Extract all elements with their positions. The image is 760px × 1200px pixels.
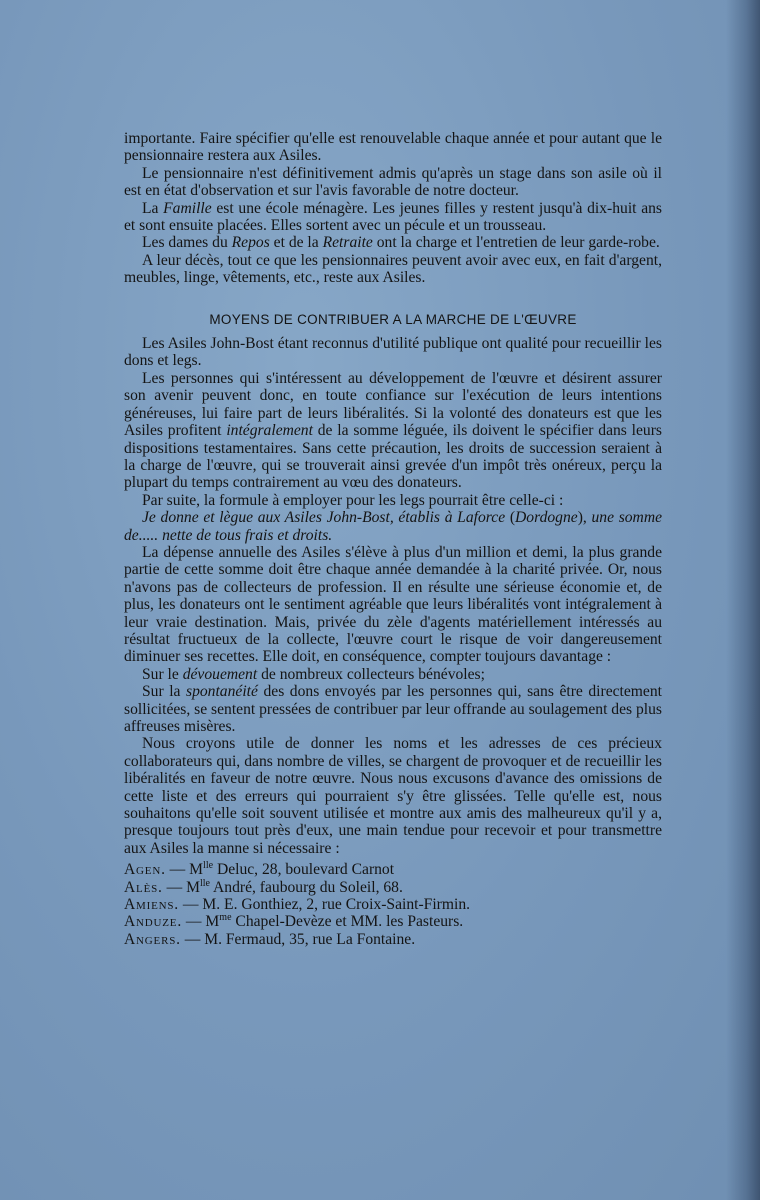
italic-text: Retraite — [322, 234, 373, 252]
text-run: Les Asiles John-Bost étant reconnus d'utilité publique ont qualité pour recueillir les dons et legs. — [124, 335, 662, 370]
collector-name: — M — [165, 861, 204, 879]
text-run: importante. Faire spécifier qu'elle est renouvelable chaque année et pour autant que le pensionnaire restera aux Asiles. — [124, 130, 662, 165]
title-abbreviation: me — [219, 912, 232, 924]
paragraph — [124, 234, 662, 251]
text-run: est une école ménagère. Les jeunes filles y restent jusqu'à dix-huit ans et sont ensuite placées. Elles sortent avec un pécule et un trousseau. — [124, 199, 662, 235]
text-run: de nombreux collecteurs bénévoles; — [257, 665, 485, 683]
text-run: Le pensionnaire n'est définitivement admis qu'après un stage dans son asile où il est en état d'observation et sur l'avis favorable de notre docteur. — [124, 164, 662, 200]
text-run: Par suite, la formule à employer pour les legs pourrait être celle-ci : — [142, 491, 564, 509]
paragraph — [124, 165, 662, 200]
text-run: La dépense annuelle des Asiles s'élève à plus d'un million et demi, la plus grande partie de cette somme doit être chaque année demandée à la charité privée. Or, nous n'avons pas de collecteurs de profession. Il en résulte une sérieuse économie et, de plus, les donateurs ont le sentiment agréable que leurs libéralités vont intégralement à leur vraie destination. Mais, privée du zèle d'agents matériellement intéressés au résultat fructueux de la collecte, l'œuvre court le risque de voir dangereusement diminuer ses recettes. Elle doit, en conséquence, compter toujours davantage : — [124, 543, 662, 666]
page-spine-shadow — [726, 0, 760, 1200]
text-run: La — [142, 199, 164, 217]
collector-entry — [124, 913, 662, 930]
paragraph — [124, 492, 662, 509]
collector-city: Agen. — [124, 861, 166, 879]
text-run: des dons envoyés par les personnes qui, sans être directement sollicitées, se sentent pressées de contribuer par leur offrande au soulagement des plus affreuses misères. — [124, 683, 662, 735]
section-heading: MOYENS DE CONTRIBUER A LA MARCHE DE L'ŒUVRE — [209, 311, 577, 327]
title-abbreviation: lle — [203, 860, 214, 872]
collector-entry — [124, 896, 662, 913]
collector-entry — [124, 879, 662, 896]
document-page — [124, 130, 662, 948]
text-run: ( — [505, 509, 516, 527]
text-run: Les dames du — [142, 234, 232, 252]
collector-city: Amiens. — [124, 896, 179, 914]
intro-paragraphs — [124, 130, 662, 287]
paragraph — [124, 509, 662, 544]
collector-city: Anduze. — [124, 913, 183, 931]
text-run: ont la charge et l'entretien de leur garde-robe. — [372, 234, 660, 252]
text-run: de la somme léguée, ils doivent le spécifier dans leurs dispositions testamentaires. Sans cette précaution, les droits de succession seraient à la charge de l'œuvre, qui se trouverait ainsi grevée d'un impôt très onéreux, perçu la plupart du temps contrairement au vœu des donateurs. — [124, 422, 662, 492]
collector-entry — [124, 861, 662, 878]
contribution-paragraphs — [124, 335, 662, 857]
italic-text: Famille — [163, 199, 212, 217]
paragraph — [124, 130, 662, 165]
collector-address: André, faubourg du Soleil, 68. — [209, 878, 403, 896]
italic-text: intégralement — [226, 422, 313, 440]
title-abbreviation: lle — [199, 877, 210, 889]
collector-name: — M — [182, 913, 220, 931]
collector-address: Chapel-Devèze et MM. les Pasteurs. — [231, 913, 464, 931]
paragraph — [124, 252, 662, 287]
text-run: et de la — [269, 234, 323, 252]
collector-address: Deluc, 28, boulevard Carnot — [213, 861, 395, 879]
text-run: Nous croyons utile de donner les noms et les adresses de ces précieux collaborateurs qui, dans nombre de villes, se chargent de provoquer et de recueillir les libéralités en faveur de notre œuvre. Nous nous excusons d'avance des omissions de cette liste et des erreurs qui pourraient s'y être glissées. Telle qu'elle est, nous souhaitons qu'elle soit souvent utilisée et montre aux amis des malheureux qu'il y a, presque toujours tout près d'eux, une main tendue pour recevoir et pour transmettre aux Asiles la manne si nécessaire : — [124, 735, 662, 857]
collector-name: — M. Fermaud, 35, rue La Fontaine. — [180, 930, 416, 948]
paragraph — [124, 335, 662, 370]
italic-text: Je donne et lègue aux Asiles John-Bost, établis à Laforce — [142, 509, 506, 527]
collector-city: Alès. — [124, 878, 163, 896]
paragraph — [124, 370, 662, 492]
paragraph — [124, 735, 662, 857]
collector-city: Angers. — [124, 930, 181, 948]
text-run: ), — [577, 509, 592, 527]
italic-text: Repos — [231, 234, 270, 252]
collector-name: — M. E. Gonthiez, 2, rue Croix-Saint-Firmin. — [178, 896, 471, 914]
paragraph — [124, 666, 662, 683]
text-run: Les personnes qui s'intéressent au développement de l'œuvre et désirent assurer son avenir peuvent donc, en toute confiance sur l'exécution de leurs intentions généreuses, lui faire part de leurs libéralités. Si la volonté des donateurs est que les Asiles profitent — [124, 369, 662, 440]
collector-name: — M — [162, 878, 200, 896]
italic-text: une somme de..... nette de tous frais et droits. — [124, 509, 662, 544]
italic-text: spontanéité — [186, 683, 258, 701]
collector-entry — [124, 931, 662, 948]
paragraph — [124, 200, 662, 235]
collectors-list — [124, 861, 662, 948]
paragraph — [124, 683, 662, 735]
paragraph — [124, 544, 662, 666]
text-run: Sur le — [142, 665, 183, 683]
text-run: A leur décès, tout ce que les pensionnaires peuvent avoir avec eux, en fait d'argent, meubles, linge, vêtements, etc., reste aux Asiles. — [124, 251, 662, 287]
italic-text: Dordogne — [515, 509, 578, 527]
text-run: Sur la — [142, 683, 187, 701]
italic-text: dévouement — [182, 665, 258, 683]
